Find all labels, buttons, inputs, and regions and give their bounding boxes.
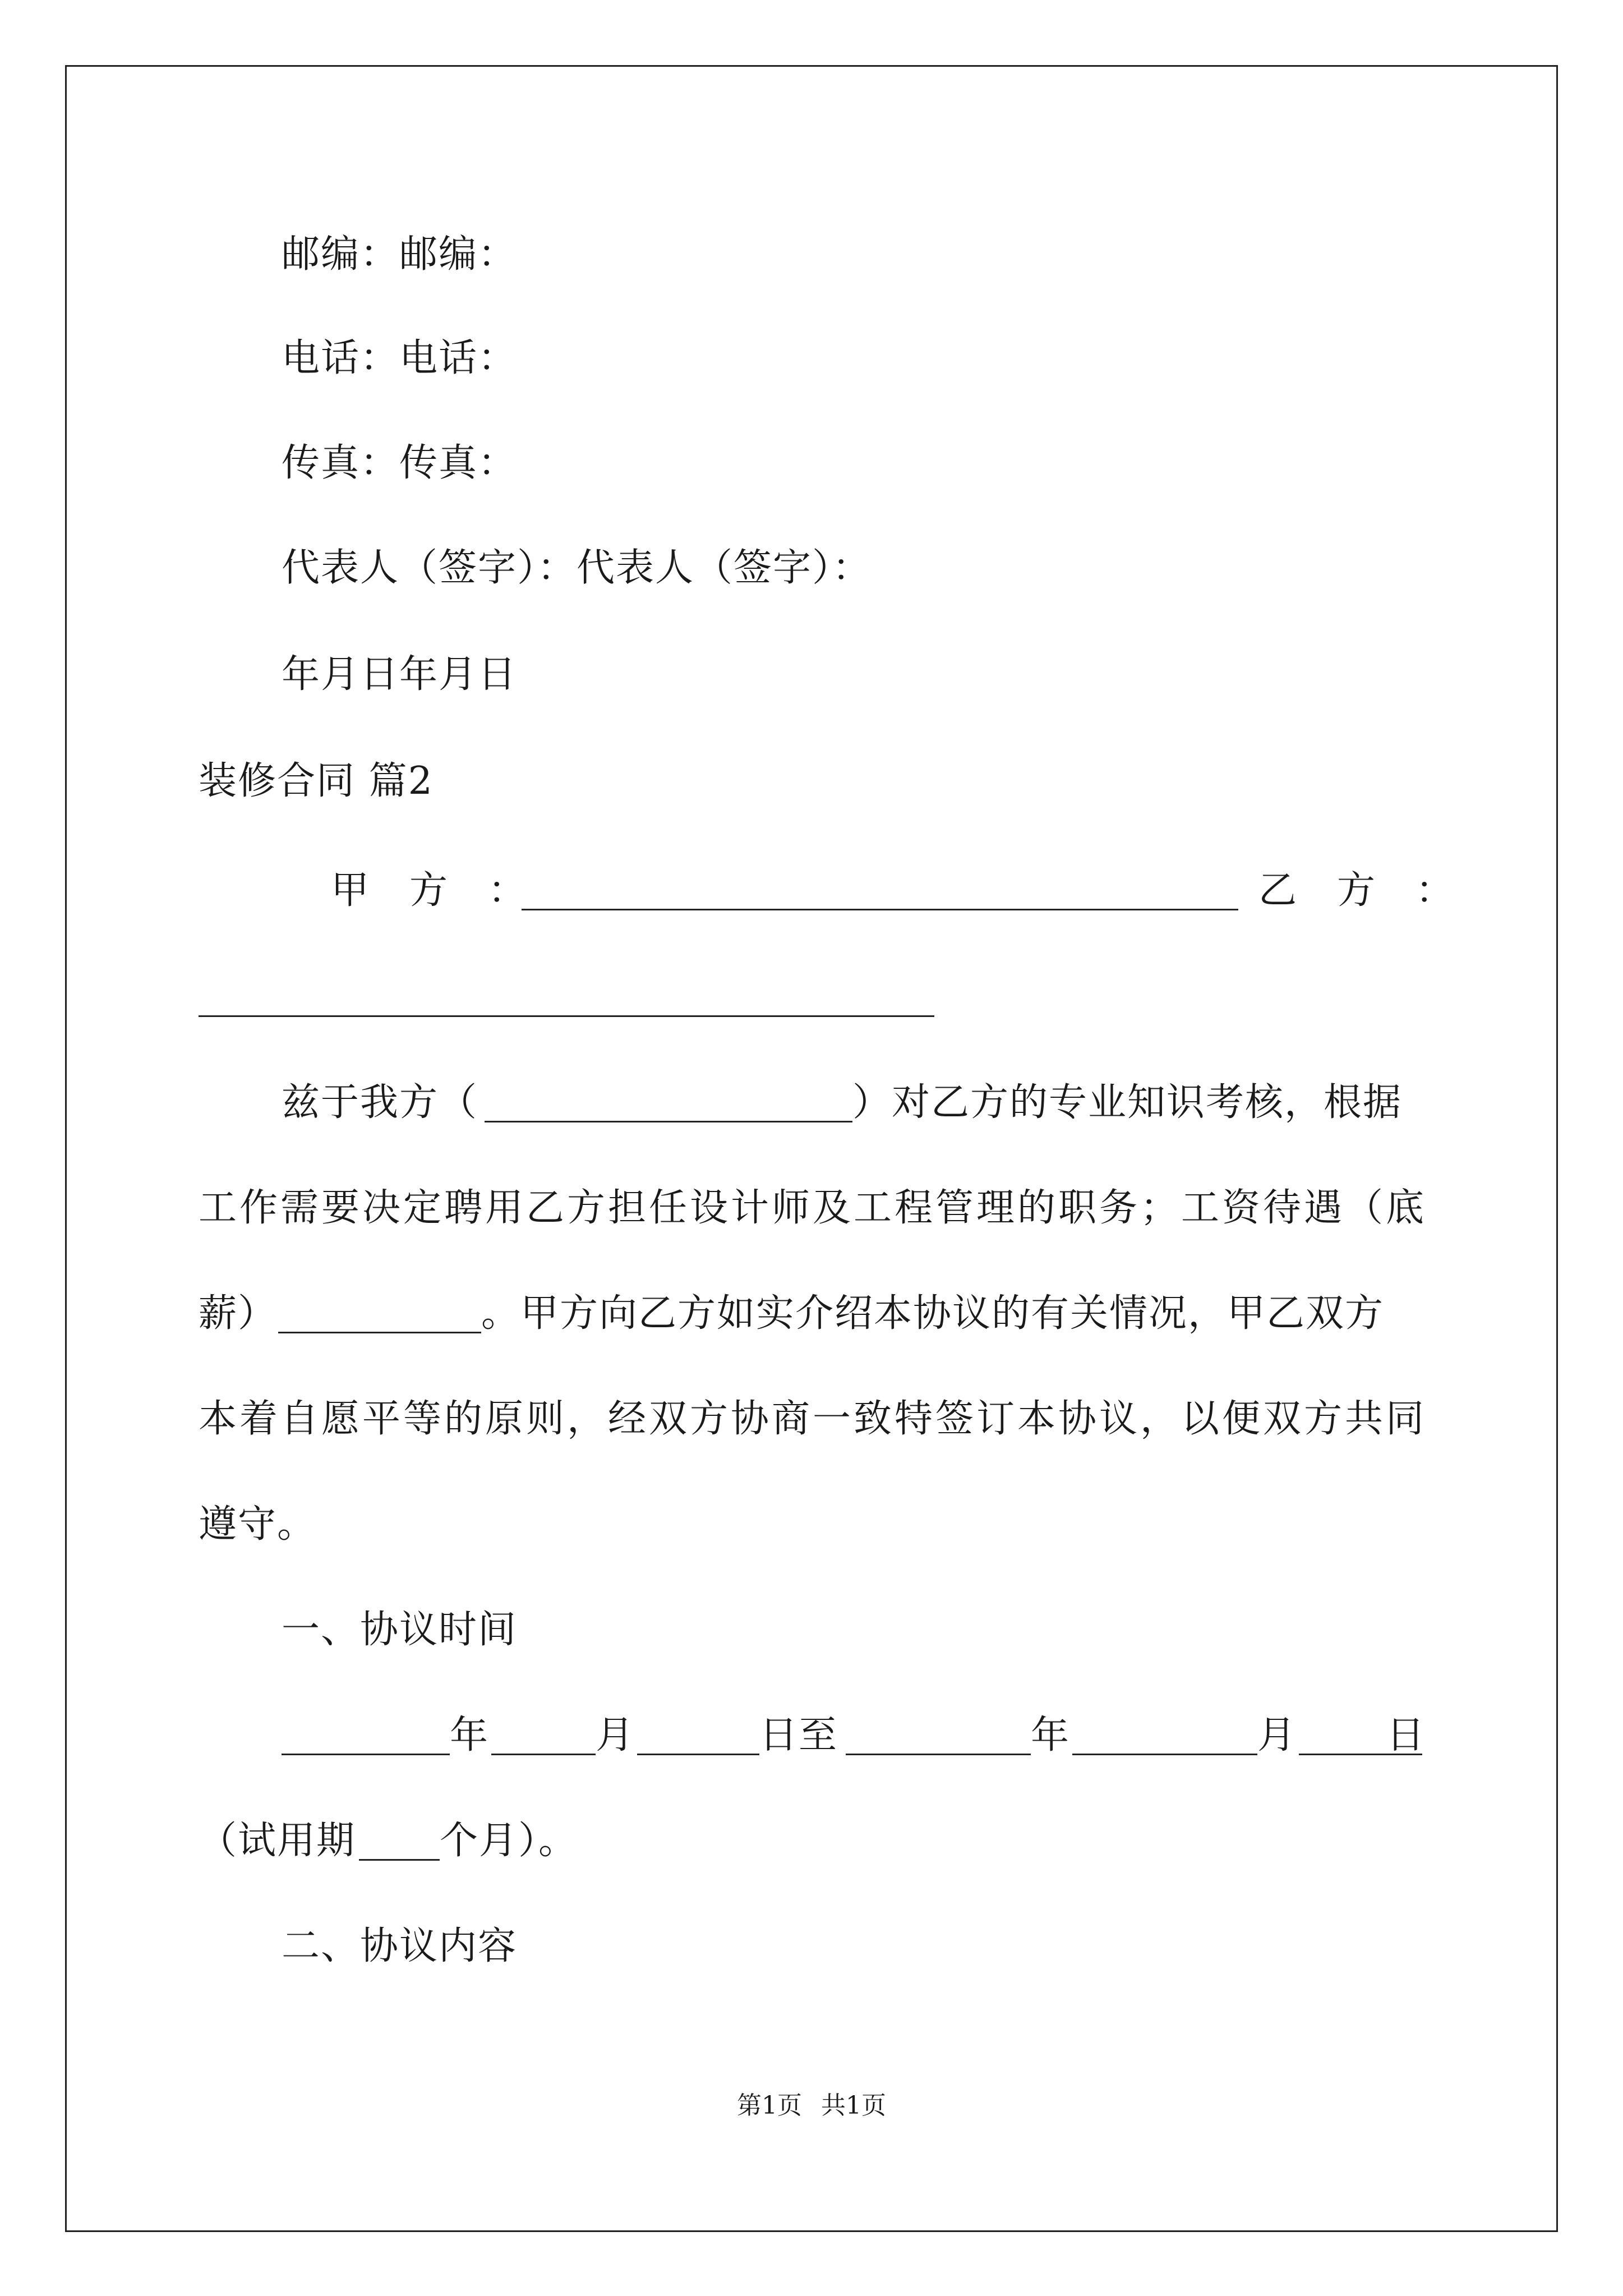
end-year-label: 年 xyxy=(1031,1713,1071,1757)
end-day-label: 日 xyxy=(1386,1713,1426,1757)
phone-line: 电话：电话： xyxy=(282,336,518,380)
heading-agreement-content: 二、协议内容 xyxy=(282,1924,518,1968)
section-title: 装修合同 篇2 xyxy=(199,759,434,803)
page-footer xyxy=(0,2091,1623,2120)
start-day-blank xyxy=(637,1713,759,1755)
postcode-line: 邮编：邮编： xyxy=(282,232,518,277)
start-month-label: 月 xyxy=(596,1713,635,1757)
para1-line4: 本着自愿平等的原则，经双方协商一致特签订本协议，以便双方共同 xyxy=(199,1397,1424,1441)
party-b-blank xyxy=(199,975,934,1017)
para1-line3-start: 薪） xyxy=(199,1291,278,1336)
assessment-blank xyxy=(485,1080,852,1122)
para1-line1-start: 兹于我方（ xyxy=(282,1080,478,1125)
heading-agreement-time: 一、协议时间 xyxy=(282,1608,518,1652)
start-month-blank xyxy=(491,1713,596,1755)
end-month-label: 月 xyxy=(1257,1713,1297,1757)
party-b-label: 乙 方 ： xyxy=(1258,868,1455,913)
representative-line: 代表人（签字）：代表人（签字）： xyxy=(282,546,872,590)
start-day-to-label: 日至 xyxy=(759,1713,838,1757)
trial-start: （试用期 xyxy=(199,1819,356,1863)
trial-months-blank xyxy=(359,1819,440,1861)
para1-line3-end: 。甲方向乙方如实介绍本协议的有关情况，甲乙双方 xyxy=(481,1291,1385,1336)
end-month-blank xyxy=(1072,1713,1257,1755)
page-total: 共1页 xyxy=(821,2091,886,2120)
date-line: 年月日年月日 xyxy=(282,652,518,697)
page-border xyxy=(65,65,1558,2232)
para1-line1-end: ）对乙方的专业知识考核，根据 xyxy=(852,1080,1403,1125)
start-year-blank xyxy=(282,1713,450,1755)
page-number: 第1页 xyxy=(737,2091,802,2120)
party-a-label: 甲 方 ： xyxy=(331,868,528,913)
party-a-blank xyxy=(522,868,1238,910)
trial-end: 个月）。 xyxy=(440,1819,578,1863)
para1-line5: 遵守。 xyxy=(199,1502,317,1547)
end-year-blank xyxy=(846,1713,1031,1755)
fax-line: 传真：传真： xyxy=(282,441,518,485)
salary-blank xyxy=(278,1291,481,1333)
para1-line2: 工作需要决定聘用乙方担任设计师及工程管理的职务；工资待遇（底 xyxy=(199,1186,1424,1230)
start-year-label: 年 xyxy=(450,1713,490,1757)
